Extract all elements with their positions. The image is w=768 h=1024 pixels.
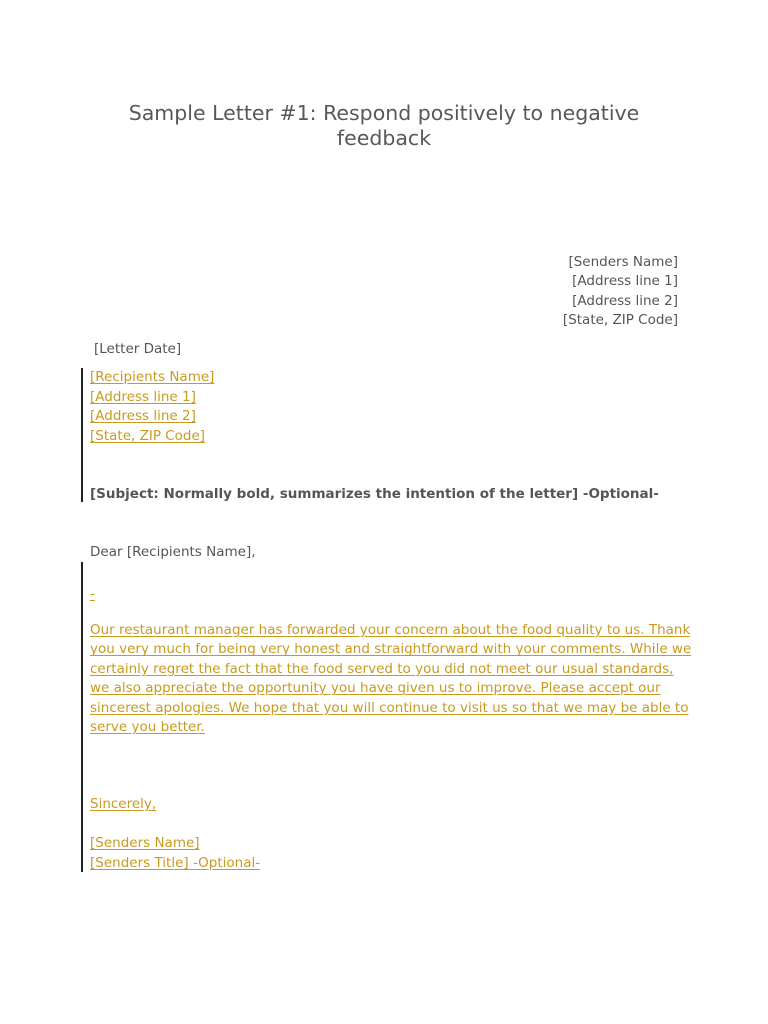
- title-line-1: Sample Letter #1: Respond positively to negative: [128, 101, 640, 125]
- body-line: you very much for being very honest and straightforward with your comments. While we: [90, 641, 692, 658]
- recipient-address-block: [90, 368, 214, 446]
- letter-date: [Letter Date]: [94, 341, 182, 357]
- sender-address-block: [563, 253, 678, 331]
- revision-bar-recipient: [81, 368, 83, 502]
- signature-title: [Senders Title] -Optional-: [90, 854, 261, 871]
- title-line-2: feedback: [336, 126, 432, 150]
- sender-state-zip: [State, ZIP Code]: [562, 312, 678, 329]
- closing: Sincerely,: [90, 796, 157, 812]
- signature-block: [90, 834, 260, 873]
- body-line: Our restaurant manager has forwarded your concern about the food quality to us. Thank: [90, 622, 691, 638]
- recipient-address-line-1: [Address line 1]: [90, 388, 196, 405]
- sender-address-line-1: [Address line 1]: [572, 273, 678, 290]
- recipient-address-line-2: [Address line 2]: [90, 408, 196, 425]
- body-paragraph: [90, 621, 692, 737]
- inserted-dash: -: [90, 586, 95, 602]
- recipient-state-zip: [State, ZIP Code]: [90, 427, 206, 444]
- salutation: Dear [Recipients Name],: [90, 544, 256, 560]
- body-line: sincerest apologies. We hope that you will continue to visit us so that we may be able to: [90, 699, 689, 716]
- revision-bar-body: [81, 562, 83, 872]
- subject-line: [Subject: Normally bold, summarizes the intention of the letter] -Optional-: [90, 486, 659, 502]
- sender-name: [Senders Name]: [568, 254, 678, 270]
- body-line: we also appreciate the opportunity you have given us to improve. Please accept our: [90, 680, 661, 697]
- recipient-name: [Recipients Name]: [90, 369, 215, 385]
- page-title: [90, 101, 678, 151]
- sender-address-line-2: [Address line 2]: [572, 292, 678, 309]
- signature-name: [Senders Name]: [90, 835, 200, 851]
- body-line: serve you better.: [90, 719, 205, 736]
- body-line: certainly regret the fact that the food served to you did not meet our usual standards,: [90, 660, 674, 677]
